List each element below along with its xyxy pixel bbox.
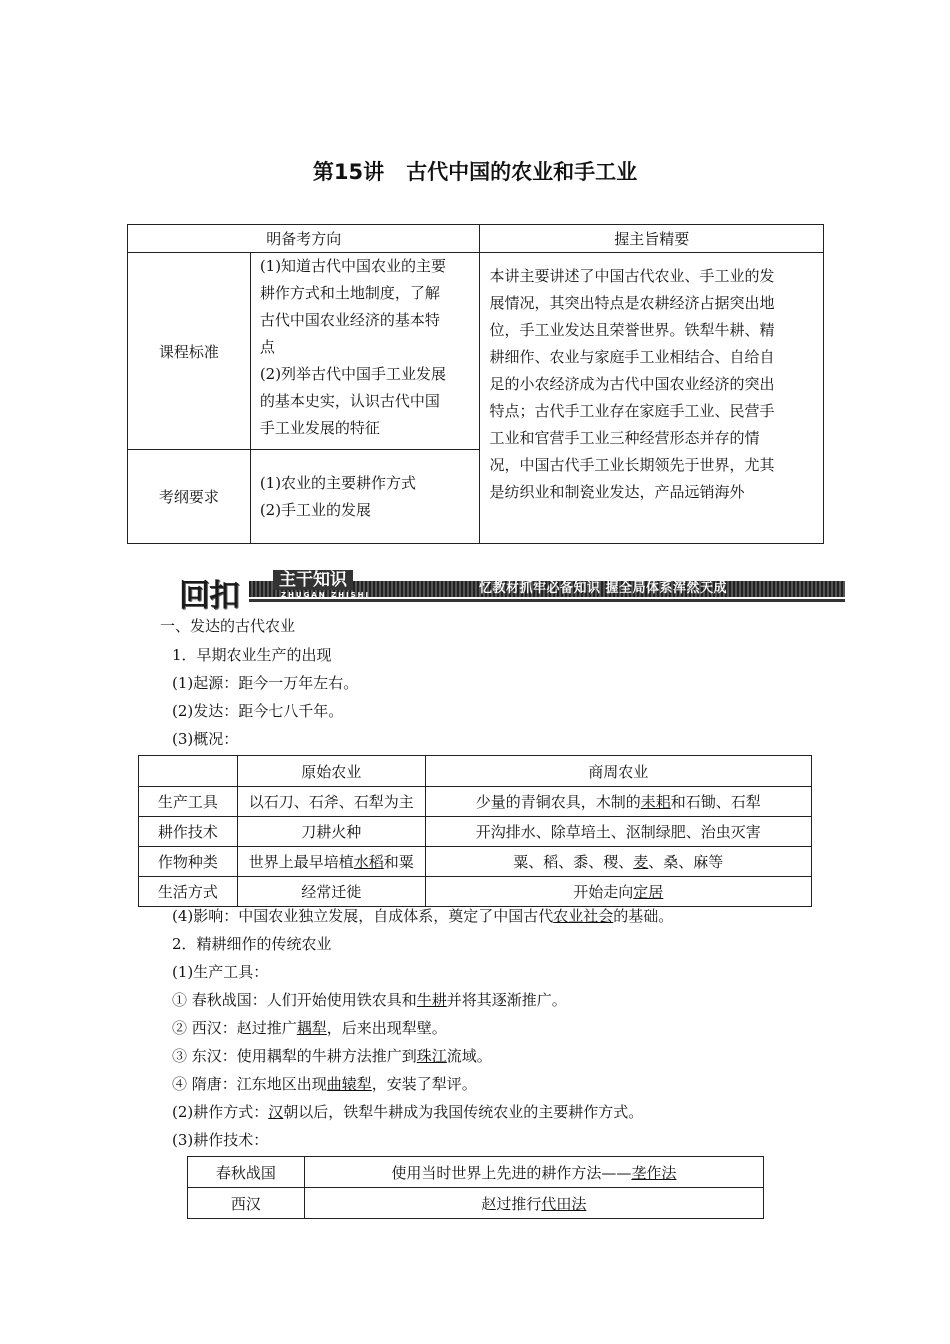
- row-label-curriculum: 课程标准: [128, 253, 251, 450]
- banner-pinyin: ZHUGAN ZHISHI: [281, 591, 371, 599]
- tools-item-1: ① 春秋战国：人们开始使用铁农具和牛耕并将其逐渐推广。: [172, 991, 567, 1009]
- overview-head-right: 握主旨精要: [480, 225, 824, 253]
- row-label-exam: 考纲要求: [128, 450, 251, 544]
- tools-line: (1)生产工具：: [172, 963, 269, 981]
- section-heading: 一、发达的古代农业: [160, 617, 296, 635]
- header-primitive: 原始农业: [237, 756, 425, 787]
- technique-table: [187, 1156, 764, 1219]
- tools-item-2: ② 西汉：赵过推广耦犁，后来出现犁壁。: [172, 1019, 447, 1037]
- develop-line: (2)发达：距今七八千年。: [172, 702, 344, 720]
- overview-line: (3)概况：: [172, 730, 239, 748]
- section-banner: [177, 570, 848, 614]
- table-row: 作物种类 世界上最早培植水稻和粟 粟、稻、黍、稷、麦、桑、麻等: [139, 847, 812, 877]
- subheading-intensive: 2．精耕细作的传统农业: [172, 935, 332, 953]
- overview-head-left: 明备考方向: [128, 225, 480, 253]
- curriculum-standards: (1)知道古代中国农业的主要 耕作方式和土地制度，了解 古代中国农业经济的基本特 点 (2)列举古代中国手工业发展 的基本史实，认识古代中国 手工业发展的特征: [250, 253, 480, 450]
- banner-big-text: 回扣: [179, 578, 239, 614]
- table-row: 生产工具 以石刀、石斧、石犁为主 少量的青铜农具，木制的耒耜和石锄、石犁: [139, 787, 812, 817]
- exam-requirements: (1)农业的主要耕作方式 (2)手工业的发展: [250, 450, 480, 544]
- table-row: 生活方式 经常迁徙 开始走向定居: [139, 877, 812, 907]
- origin-line: (1)起源：距今一万年左右。: [172, 674, 359, 692]
- table-row: 春秋战国 使用当时世界上先进的耕作方法——垄作法: [188, 1157, 764, 1188]
- subheading-early: 1．早期农业生产的出现: [172, 646, 332, 664]
- banner-slogan: 忆教材抓牢必备知识 握全局体系浑然天成: [479, 581, 728, 596]
- tools-item-3: ③ 东汉：使用耦犁的牛耕方法推广到珠江流域。: [172, 1047, 492, 1065]
- lesson-name: 古代中国的农业和手工业: [406, 160, 638, 184]
- lesson-number: 第15讲: [312, 160, 385, 184]
- page-title: [0, 156, 950, 186]
- mode-line: (2)耕作方式：汉朝以后，铁犁牛耕成为我国传统农业的主要耕作方式。: [172, 1103, 644, 1121]
- header-shangzhou: 商周农业: [425, 756, 811, 787]
- table-row: 西汉 赵过推行代田法: [188, 1188, 764, 1219]
- table-row: 耕作技术 刀耕火种 开沟排水、除草培土、沤制绿肥、治虫灭害: [139, 817, 812, 847]
- overview-table: [127, 224, 824, 544]
- summary-text: 本讲主要讲述了中国古代农业、手工业的发 展情况，其突出特点是农耕经济占据突出地 位，手工业发达且荣誉世界。铁犁牛耕、精 耕细作、农业与家庭手工业相结合、自给自 足的小农经济成为古代中国农业经济的突出 特点；古代手工业存在家庭手工业、民营手 工业和官营手工业三种经营形态并存的情 况，中国古代手工业长期领先于世界，尤其 是纺织业和制瓷业发达，产品远销海外: [480, 253, 824, 544]
- tools-item-4: ④ 隋唐：江东地区出现曲辕犁，安装了犁评。: [172, 1075, 477, 1093]
- tech-line: (3)耕作技术：: [172, 1131, 269, 1149]
- banner-sub-text: 主干知识: [273, 570, 353, 590]
- impact-line: (4)影响：中国农业独立发展，自成体系，奠定了中国古代农业社会的基础。: [172, 907, 674, 925]
- agriculture-table: [138, 755, 812, 907]
